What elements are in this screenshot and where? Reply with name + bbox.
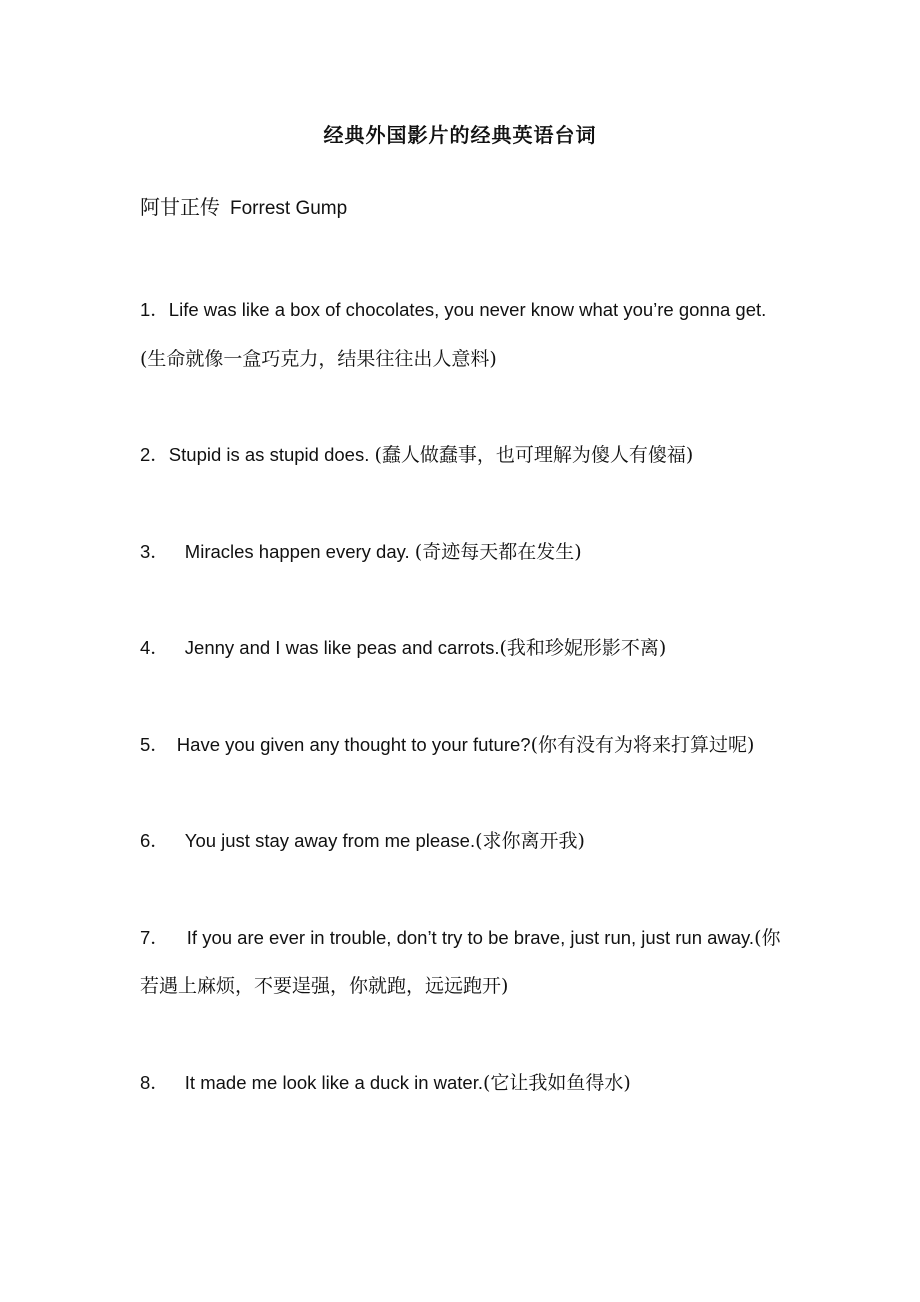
- quote-english: It made me look like a duck in water.: [184, 1071, 483, 1093]
- quote-chinese: (生命就像一盒巧克力，结果往往出人意料): [140, 347, 497, 370]
- quote-item: [140, 721, 785, 770]
- quote-chinese: (奇迹每天都在发生): [414, 540, 582, 563]
- quote-english: You just stay away from me please.: [184, 830, 476, 851]
- quote-chinese: (你有没有为将来打算过呢): [530, 733, 755, 756]
- quote-chinese: (我和珍妮形影不离): [499, 637, 667, 659]
- quote-english: Life was like a box of chocolates, you never know what you’re gonna get.: [168, 299, 767, 320]
- section-heading-english: Forrest Gump: [230, 198, 348, 219]
- section-heading: [140, 191, 347, 225]
- quote-number: 1．: [140, 299, 169, 320]
- document-title: 经典外国影片的经典英语台词: [323, 125, 597, 147]
- quote-item: [140, 624, 785, 673]
- quote-english: Jenny and I was like peas and carrots.: [184, 637, 500, 658]
- section-heading-chinese: 阿甘正传: [140, 195, 220, 219]
- quote-number: 4．: [140, 637, 169, 658]
- quote-number: 5．: [140, 733, 169, 755]
- quote-number: 7．: [140, 926, 169, 948]
- quote-item: [140, 528, 785, 577]
- quote-chinese: (你若遇上麻烦，不要逞强，你就跑，远远跑开): [140, 926, 781, 997]
- quote-item: [140, 1059, 785, 1108]
- quote-number: 3．: [140, 540, 169, 562]
- quote-english: Have you given any thought to your future?: [176, 733, 531, 755]
- quote-item: [140, 914, 785, 1011]
- quote-number: 8．: [140, 1071, 169, 1093]
- quote-chinese: (它让我如鱼得水): [483, 1071, 631, 1094]
- quote-item: [140, 431, 785, 480]
- quote-number: 6．: [140, 830, 169, 851]
- quote-english: Miracles happen every day.: [184, 540, 415, 562]
- quote-item: [140, 817, 785, 866]
- quote-english: Stupid is as stupid does.: [168, 444, 375, 465]
- quote-english: If you are ever in trouble, don’t try to be brave, just run, just run away.: [186, 926, 755, 948]
- quote-number: 2．: [140, 444, 169, 465]
- quote-chinese: (蠢人做蠢事，也可理解为傻人有傻福): [374, 444, 694, 466]
- quote-item: [140, 286, 785, 383]
- quote-list: [140, 286, 785, 1155]
- quote-chinese: (求你离开我): [475, 830, 585, 852]
